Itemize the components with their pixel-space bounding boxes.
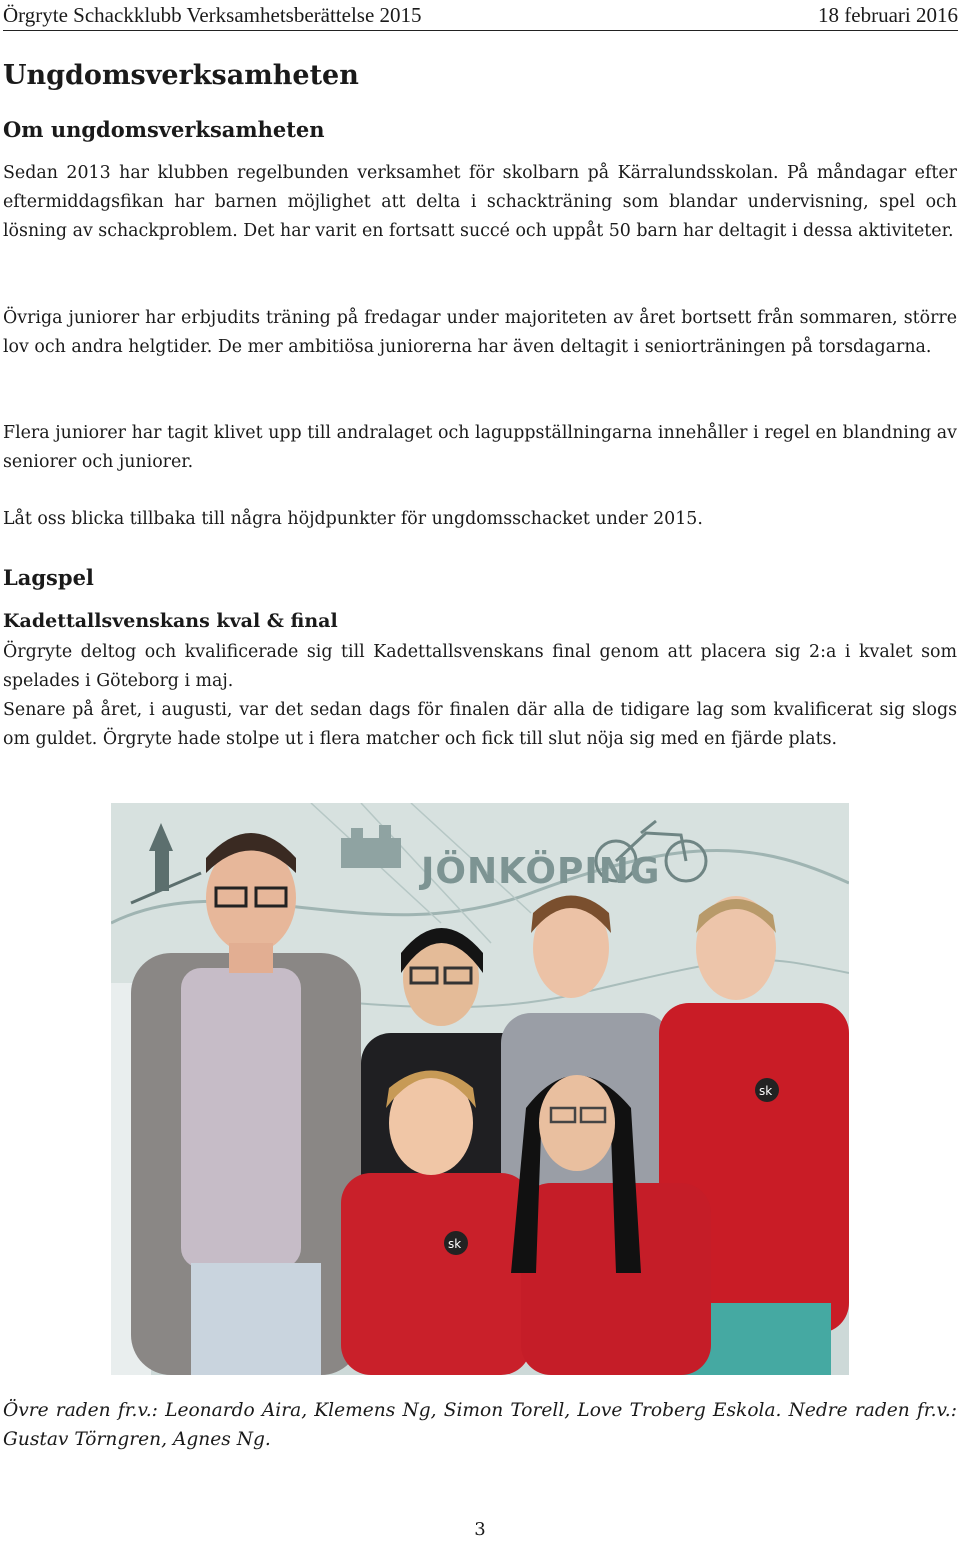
photo-caption: Övre raden fr.v.: Leonardo Aira, Klemens Ng, Simon Torell, Love Troberg Eskola. Nedre raden fr.v.: Gustav Törngren, Agnes Ng. [3, 1400, 957, 1450]
paragraph-1: Sedan 2013 har klubben regelbunden verksamhet för skolbarn på Kärralundsskolan. På måndagar efter eftermiddagsfikan har barnen möjlighet att delta i schackträning som blandar undervisning, spel och lösning av schackproblem. Det har varit en fortsatt succé och uppåt 50 barn har deltagit i dessa aktiviteter. [3, 163, 957, 241]
subsection-title-about: Om ungdomsverksamheten [3, 117, 325, 142]
wall-text-jonkoping: JÖNKÖPING [421, 851, 661, 892]
header-date: 18 februari 2016 [818, 3, 958, 27]
team-photo-illustration [111, 803, 849, 1375]
running-header [3, 2, 958, 31]
svg-text:sk: sk [759, 1084, 773, 1098]
cadet-paragraph-2: Senare på året, i augusti, var det sedan dags för finalen där alla de tidigare lag som kvalificerat sig slogs om guldet. Örgryte hade stolpe ut i flera matcher och fick till slut nöja sig med en fjärde plats. [3, 700, 957, 749]
subsection-title-team: Lagspel [3, 565, 94, 590]
paragraph-3: Flera juniorer har tagit klivet upp till andralaget och laguppställningarna innehåller i regel en blandning av seniorer och juniorer. [3, 423, 957, 472]
paragraph-2: Övriga juniorer har erbjudits träning på fredagar under majoriteten av året bortsett från sommaren, större lov och andra helgtider. De mer ambitiösa juniorerna har även deltagit i seniorträningen på torsdagarna. [3, 308, 957, 357]
cadet-paragraph-1: Örgryte deltog och kvalificerade sig till Kadettallsvenskans final genom att placera sig 2:a i kvalet som spelades i Göteborg i maj. [3, 642, 957, 691]
section-title: Ungdomsverksamheten [3, 60, 359, 91]
svg-text:sk: sk [448, 1237, 462, 1251]
team-photo [111, 803, 849, 1375]
header-title: Örgryte Schackklubb Verksamhetsberättelse 2015 [3, 3, 422, 27]
subsubsection-title-cadet: Kadettallsvenskans kval & final [3, 610, 338, 632]
paragraph-4: Låt oss blicka tillbaka till några höjdpunkter för ungdomsschacket under 2015. [3, 509, 703, 529]
page-number: 3 [474, 1519, 486, 1540]
